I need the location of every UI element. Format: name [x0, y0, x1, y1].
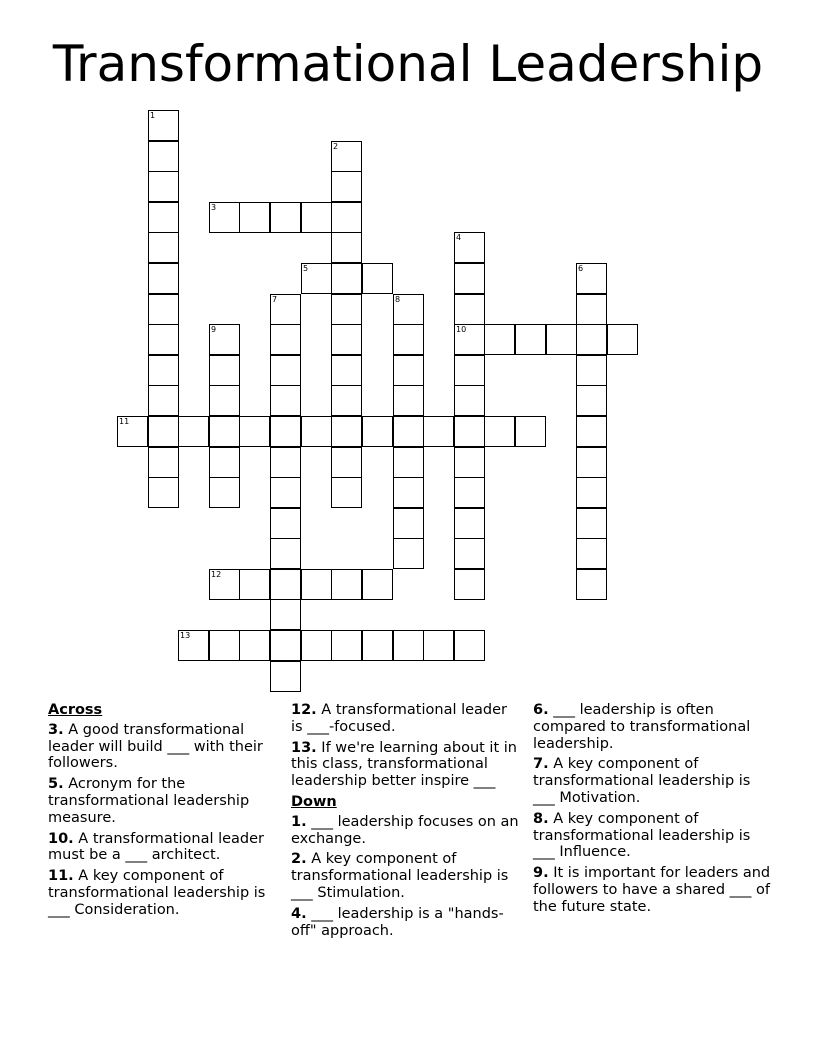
grid-cell[interactable] — [576, 538, 607, 569]
down-clue — [291, 851, 523, 901]
grid-cell[interactable] — [331, 171, 362, 202]
grid-cell[interactable] — [576, 508, 607, 539]
grid-cell[interactable] — [607, 324, 638, 355]
grid-cell[interactable] — [270, 630, 301, 661]
clue-number: 4 — [456, 233, 462, 242]
grid-cell[interactable] — [331, 447, 362, 478]
grid-cell[interactable] — [393, 508, 424, 539]
clue-text: A key component of transformational leadership is ___ Influence. — [533, 810, 751, 861]
grid-cell[interactable] — [209, 569, 240, 600]
grid-cell[interactable] — [148, 294, 179, 325]
grid-cell[interactable] — [454, 630, 485, 661]
grid-cell[interactable] — [117, 416, 148, 447]
grid-cell[interactable] — [301, 569, 332, 600]
grid-cell[interactable] — [393, 385, 424, 416]
grid-cell[interactable] — [270, 447, 301, 478]
grid-cell[interactable] — [209, 447, 240, 478]
clue-num: 8. — [533, 810, 549, 827]
grid-cell[interactable] — [454, 355, 485, 386]
clues-column-middle — [291, 702, 523, 943]
grid-cell[interactable] — [270, 538, 301, 569]
grid-cell[interactable] — [484, 416, 515, 447]
grid-cell[interactable] — [301, 263, 332, 294]
across-heading: Across — [48, 702, 103, 718]
clue-text: A good transformational leader will build ___ with their followers. — [48, 721, 263, 772]
grid-cell[interactable] — [239, 416, 270, 447]
grid-cell[interactable] — [331, 569, 362, 600]
grid-cell[interactable] — [362, 263, 393, 294]
grid-cell[interactable] — [576, 477, 607, 508]
grid-cell[interactable] — [270, 416, 301, 447]
grid-cell[interactable] — [454, 294, 485, 325]
clue-num: 5. — [48, 776, 64, 793]
grid-cell[interactable] — [209, 630, 240, 661]
grid-cell[interactable] — [423, 416, 454, 447]
clue-number: 7 — [272, 295, 278, 304]
grid-cell[interactable] — [148, 202, 179, 233]
grid-cell[interactable] — [331, 294, 362, 325]
clue-num: 6. — [533, 702, 549, 718]
grid-cell[interactable] — [393, 447, 424, 478]
across-clue — [48, 868, 280, 918]
across-clue — [291, 702, 523, 736]
grid-cell[interactable] — [423, 630, 454, 661]
grid-cell[interactable] — [148, 385, 179, 416]
grid-cell[interactable] — [331, 630, 362, 661]
grid-cell[interactable] — [331, 355, 362, 386]
clue-text: A key component of transformational leadership is ___ Consideration. — [48, 868, 266, 918]
grid-cell[interactable] — [209, 477, 240, 508]
grid-cell[interactable] — [362, 630, 393, 661]
grid-cell[interactable] — [331, 232, 362, 263]
grid-cell[interactable] — [270, 294, 301, 325]
grid-cell[interactable] — [301, 202, 332, 233]
clue-text: A transformational leader must be a ___ architect. — [48, 830, 265, 864]
grid-cell[interactable] — [209, 324, 240, 355]
grid-cell[interactable] — [546, 324, 577, 355]
clue-num: 12. — [291, 702, 317, 718]
down-clue — [291, 814, 523, 848]
clue-number: 8 — [395, 295, 401, 304]
grid-cell[interactable] — [239, 630, 270, 661]
clue-text: It is important for leaders and followers to have a shared ___ of the future state. — [533, 865, 771, 915]
grid-cell[interactable] — [209, 385, 240, 416]
clues-column-right — [533, 702, 773, 920]
grid-cell[interactable] — [331, 385, 362, 416]
clue-number: 9 — [211, 325, 217, 334]
grid-cell[interactable] — [393, 416, 424, 447]
clue-text: ___ leadership is often compared to transformational leadership. — [533, 702, 751, 752]
clue-text: Acronym for the transformational leadership measure. — [48, 776, 250, 826]
grid-cell[interactable] — [148, 110, 179, 141]
down-heading: Down — [291, 793, 337, 810]
clue-num: 13. — [291, 739, 317, 756]
clue-num: 10. — [48, 830, 74, 847]
clue-number: 5 — [303, 264, 309, 273]
grid-cell[interactable] — [454, 569, 485, 600]
grid-cell[interactable] — [454, 538, 485, 569]
grid-cell[interactable] — [331, 202, 362, 233]
grid-cell[interactable] — [148, 171, 179, 202]
grid-cell[interactable] — [301, 630, 332, 661]
grid-cell[interactable] — [484, 324, 515, 355]
grid-cell[interactable] — [148, 324, 179, 355]
clue-number: 3 — [211, 203, 217, 212]
grid-cell[interactable] — [576, 385, 607, 416]
clue-text: ___ leadership is a "hands-off" approach. — [291, 905, 504, 939]
grid-cell[interactable] — [576, 447, 607, 478]
grid-cell[interactable] — [148, 447, 179, 478]
clue-text: A key component of transformational leadership is ___ Motivation. — [533, 756, 751, 806]
grid-cell[interactable] — [393, 538, 424, 569]
across-clue — [48, 722, 280, 772]
clue-num: 9. — [533, 865, 549, 882]
grid-cell[interactable] — [148, 232, 179, 263]
grid-cell[interactable] — [178, 416, 209, 447]
clue-num: 7. — [533, 756, 549, 773]
clue-num: 11. — [48, 868, 74, 885]
grid-cell[interactable] — [393, 630, 424, 661]
grid-cell[interactable] — [454, 447, 485, 478]
grid-cell[interactable] — [454, 508, 485, 539]
grid-cell[interactable] — [270, 355, 301, 386]
down-clue — [533, 865, 773, 915]
grid-cell[interactable] — [454, 324, 485, 355]
grid-cell[interactable] — [393, 355, 424, 386]
down-clue — [291, 906, 523, 940]
clue-text: A transformational leader is ___-focused. — [291, 702, 508, 735]
grid-cell[interactable] — [270, 324, 301, 355]
grid-cell[interactable] — [148, 141, 179, 172]
grid-cell[interactable] — [576, 569, 607, 600]
grid-cell[interactable] — [270, 569, 301, 600]
grid-cell[interactable] — [576, 263, 607, 294]
clues-column-left — [48, 702, 280, 923]
grid-cell[interactable] — [576, 355, 607, 386]
grid-cell[interactable] — [239, 569, 270, 600]
across-clue — [291, 740, 523, 790]
clue-number: 6 — [578, 264, 584, 273]
grid-cell[interactable] — [209, 355, 240, 386]
grid-cell[interactable] — [362, 569, 393, 600]
clue-num: 4. — [291, 905, 307, 922]
clue-number: 1 — [150, 111, 156, 120]
clue-number: 11 — [119, 417, 130, 426]
clue-number: 2 — [333, 142, 339, 151]
grid-cell[interactable] — [576, 416, 607, 447]
grid-cell[interactable] — [454, 232, 485, 263]
grid-cell[interactable] — [270, 508, 301, 539]
grid-cell[interactable] — [148, 263, 179, 294]
clue-number: 13 — [180, 631, 191, 640]
clue-text: If we're learning about it in this class, transformational leadership better inspire ___ — [291, 739, 517, 790]
grid-cell[interactable] — [576, 324, 607, 355]
grid-cell[interactable] — [515, 324, 546, 355]
grid-cell[interactable] — [331, 263, 362, 294]
puzzle-title: Transformational Leadership — [52, 35, 764, 93]
clue-num: 3. — [48, 721, 64, 738]
down-clue — [533, 756, 773, 806]
clue-number: 12 — [211, 570, 222, 579]
clue-number: 10 — [456, 325, 467, 334]
grid-cell[interactable] — [270, 477, 301, 508]
clue-text: ___ leadership focuses on an exchange. — [291, 813, 519, 847]
grid-cell[interactable] — [331, 477, 362, 508]
grid-cell[interactable] — [576, 294, 607, 325]
clue-num: 2. — [291, 851, 307, 868]
grid-cell[interactable] — [331, 416, 362, 447]
grid-cell[interactable] — [515, 416, 546, 447]
grid-cell[interactable] — [393, 324, 424, 355]
grid-cell[interactable] — [331, 141, 362, 172]
grid-cell[interactable] — [209, 202, 240, 233]
grid-cell[interactable] — [454, 477, 485, 508]
clue-text: A key component of transformational leadership is ___ Stimulation. — [291, 851, 509, 901]
grid-cell[interactable] — [362, 416, 393, 447]
grid-cell[interactable] — [270, 661, 301, 692]
grid-cell[interactable] — [178, 630, 209, 661]
clue-num: 1. — [291, 813, 307, 830]
down-clue — [533, 702, 773, 752]
across-clue — [48, 831, 280, 865]
grid-cell[interactable] — [148, 416, 179, 447]
grid-cell[interactable] — [454, 263, 485, 294]
grid-cell[interactable] — [331, 324, 362, 355]
grid-cell[interactable] — [270, 202, 301, 233]
grid-cell[interactable] — [393, 294, 424, 325]
across-clue — [48, 776, 280, 826]
grid-cell[interactable] — [148, 477, 179, 508]
grid-cell[interactable] — [301, 416, 332, 447]
grid-cell[interactable] — [239, 202, 270, 233]
grid-cell[interactable] — [454, 385, 485, 416]
grid-cell[interactable] — [393, 477, 424, 508]
down-clue — [533, 811, 773, 861]
grid-cell[interactable] — [270, 385, 301, 416]
grid-cell[interactable] — [270, 599, 301, 630]
grid-cell[interactable] — [454, 416, 485, 447]
grid-cell[interactable] — [209, 416, 240, 447]
grid-cell[interactable] — [148, 355, 179, 386]
